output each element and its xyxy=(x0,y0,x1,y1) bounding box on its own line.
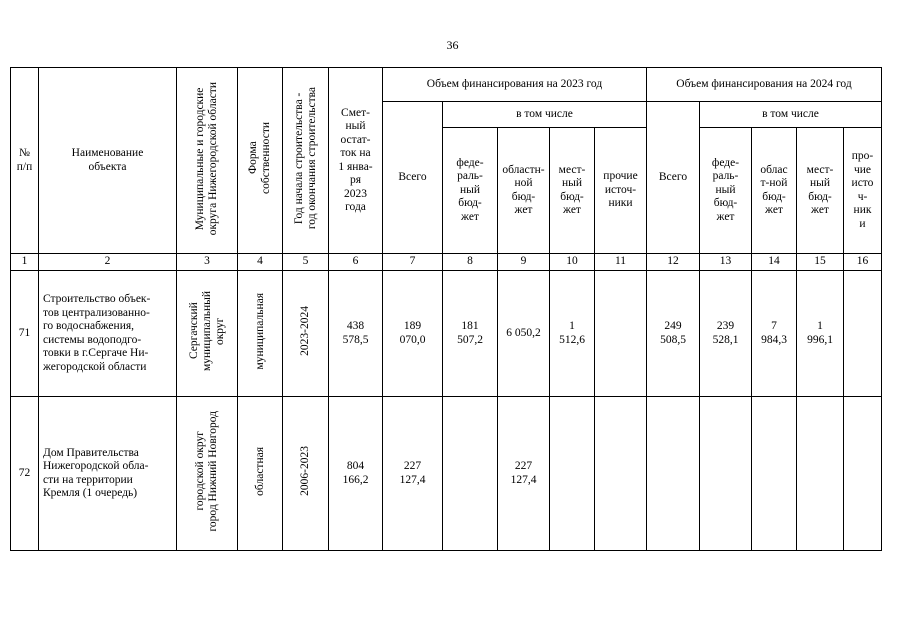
row-oth-2023 xyxy=(595,397,647,551)
row-reg-2023: 6 050,2 xyxy=(498,271,550,397)
column-number: 15 xyxy=(797,254,844,271)
row-loc-2023: 1 512,6 xyxy=(550,271,595,397)
column-number: 16 xyxy=(844,254,882,271)
row-loc-2024 xyxy=(797,397,844,551)
column-number: 11 xyxy=(595,254,647,271)
column-number: 6 xyxy=(329,254,383,271)
row-oth-2023 xyxy=(595,271,647,397)
row-oth-2024 xyxy=(844,271,882,397)
row-num: 71 xyxy=(11,271,39,397)
row-reg-2023: 227 127,4 xyxy=(498,397,550,551)
table-row xyxy=(11,397,882,551)
header-ownership: Форма собственности xyxy=(247,122,272,195)
row-name: Дом Правительства Нижегородской обла- сти на территории Кремля (1 очередь) xyxy=(39,397,177,551)
row-years-cell xyxy=(283,397,329,551)
row-reg-2024 xyxy=(752,397,797,551)
row-fed-2024: 239 528,1 xyxy=(700,271,752,397)
header-num: № п/п xyxy=(11,68,39,254)
column-number: 1 xyxy=(11,254,39,271)
header-incl-2023: в том числе xyxy=(443,102,647,128)
row-municipality-cell xyxy=(177,271,238,397)
row-total-2023: 227 127,4 xyxy=(383,397,443,551)
header-remaining: Смет- ный остат- ток на 1 янва- ря 2023 года xyxy=(329,68,383,254)
column-number: 4 xyxy=(238,254,283,271)
column-number: 14 xyxy=(752,254,797,271)
row-ownership: муниципальная xyxy=(253,292,266,370)
row-total-2023: 189 070,0 xyxy=(383,271,443,397)
header-incl-2024: в том числе xyxy=(700,102,882,128)
row-total-2024: 249 508,5 xyxy=(647,271,700,397)
row-years: 2006-2023 xyxy=(299,446,311,497)
page-number: 36 xyxy=(446,38,459,52)
header-fin-2023: Объем финансирования на 2023 год xyxy=(383,68,647,102)
row-municipality-cell xyxy=(177,397,238,551)
row-municipality: городской округ город Нижний Новгород xyxy=(194,410,219,532)
header-oth-2024: про- чие исто ч- ник и xyxy=(844,128,882,254)
row-fed-2024 xyxy=(700,397,752,551)
table-row xyxy=(11,271,882,397)
row-loc-2023 xyxy=(550,397,595,551)
row-years-cell xyxy=(283,271,329,397)
header-reg-2023: областн- ной бюд- жет xyxy=(498,128,550,254)
header-loc-2023: мест- ный бюд- жет xyxy=(550,128,595,254)
header-fed-2023: феде- раль- ный бюд- жет xyxy=(443,128,498,254)
row-fed-2023 xyxy=(443,397,498,551)
row-ownership-cell xyxy=(238,397,283,551)
row-oth-2024 xyxy=(844,397,882,551)
column-number: 10 xyxy=(550,254,595,271)
column-number: 7 xyxy=(383,254,443,271)
financing-table xyxy=(10,67,882,551)
row-remaining: 804 166,2 xyxy=(329,397,383,551)
header-row-1 xyxy=(11,68,882,102)
header-total-2024: Всего xyxy=(647,102,700,254)
column-number-row xyxy=(11,254,882,271)
column-number: 8 xyxy=(443,254,498,271)
header-ownership-cell xyxy=(238,68,283,254)
row-total-2024 xyxy=(647,397,700,551)
column-number: 9 xyxy=(498,254,550,271)
header-total-2023: Всего xyxy=(383,102,443,254)
header-municipality-cell xyxy=(177,68,238,254)
header-municipality: Муниципальные и городские округа Нижегородской области xyxy=(194,81,219,235)
header-fed-2024: феде- раль- ный бюд- жет xyxy=(700,128,752,254)
row-years: 2023-2024 xyxy=(299,306,311,357)
row-fed-2023: 181 507,2 xyxy=(443,271,498,397)
header-oth-2023: прочие источ- ники xyxy=(595,128,647,254)
row-num: 72 xyxy=(11,397,39,551)
header-reg-2024: облас т-ной бюд- жет xyxy=(752,128,797,254)
column-number: 12 xyxy=(647,254,700,271)
row-remaining: 438 578,5 xyxy=(329,271,383,397)
row-reg-2024: 7 984,3 xyxy=(752,271,797,397)
header-loc-2024: мест- ный бюд- жет xyxy=(797,128,844,254)
column-number: 5 xyxy=(283,254,329,271)
row-name: Строительство объек- тов централизованно- го водоснабжения, системы водоподго- товки в г.Сергаче Ни- жегородской области xyxy=(39,271,177,397)
row-municipality: Сергачский муниципальный округ xyxy=(187,291,226,372)
row-loc-2024: 1 996,1 xyxy=(797,271,844,397)
column-number: 3 xyxy=(177,254,238,271)
header-years-cell xyxy=(283,68,329,254)
header-fin-2024: Объем финансирования на 2024 год xyxy=(647,68,882,102)
column-number: 2 xyxy=(39,254,177,271)
header-name: Наименование объекта xyxy=(39,68,177,254)
row-ownership: областная xyxy=(253,446,266,496)
header-years: Год начала строительства - год окончания строительства xyxy=(292,87,318,230)
column-number: 13 xyxy=(700,254,752,271)
row-ownership-cell xyxy=(238,271,283,397)
